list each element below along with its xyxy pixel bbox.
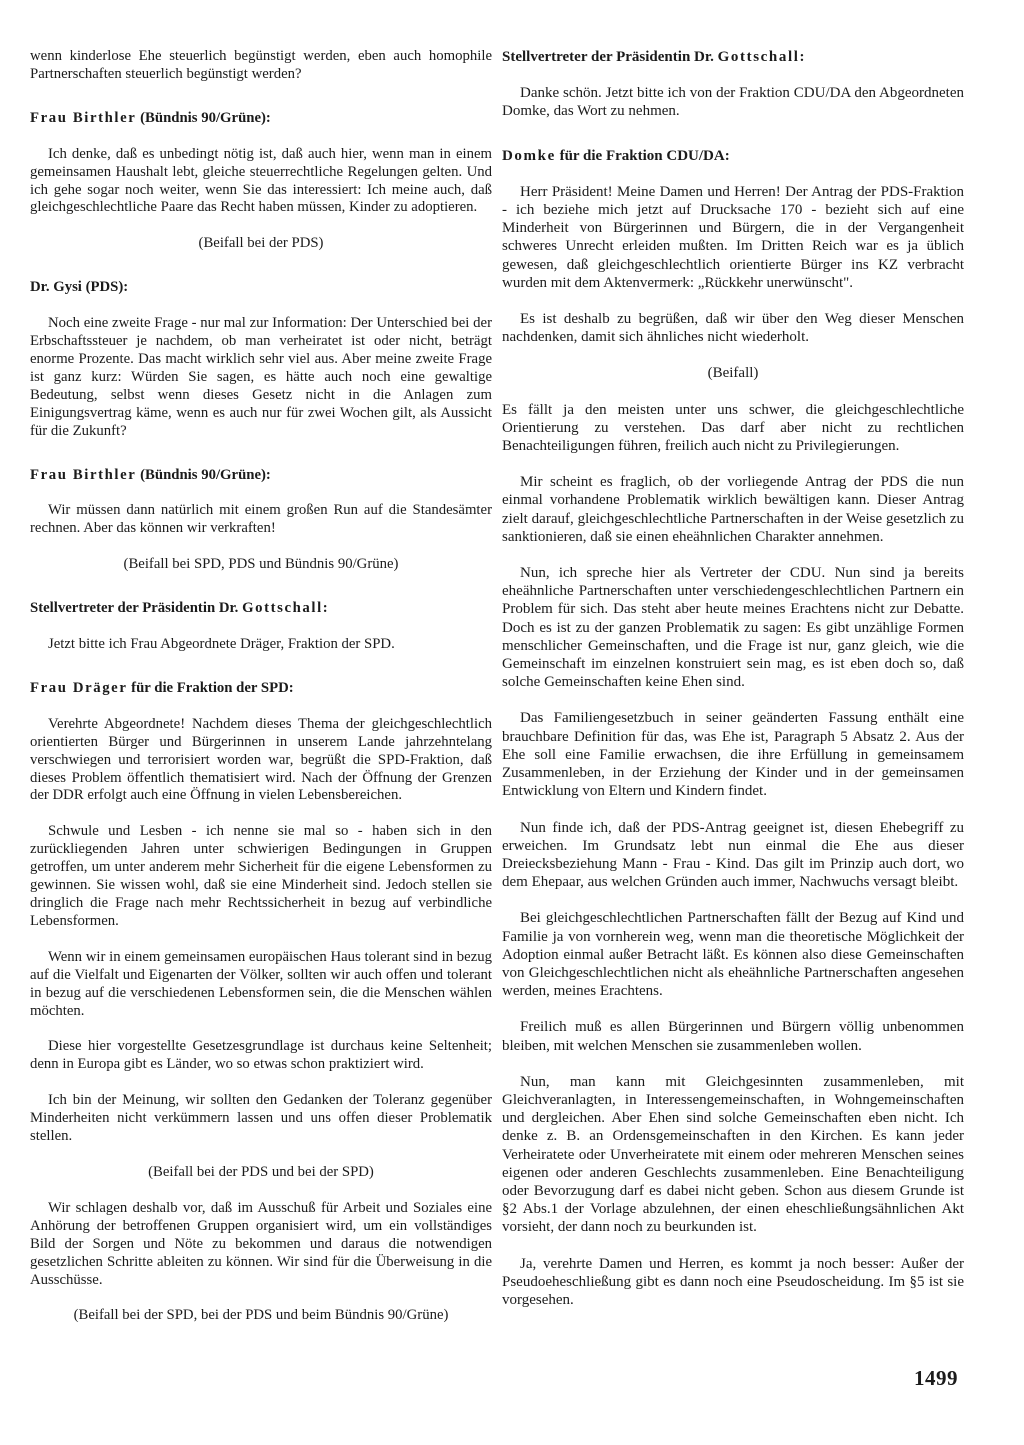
paragraph: Wir müssen dann natürlich mit einem großen Run auf die Standesämter rechnen. Aber das können wir verkraften! bbox=[30, 502, 492, 537]
paragraph: Nun, man kann mit Gleichgesinnten zusammenleben, mit Gleichveranlagten, in Interessengemeinschaften, in Wohngemeinschaften und dergleichen. Aber Ehen sind solche Gemeinschaften eben nicht. Ich denke z. B. an Ordensgemeinschaften in den Kirchen. Es kann jeder Verheiratete oder Unverheiratete mit einem oder mehreren Menschen seines eigenen oder anderen Geschlechts zusammenleben. Eine Benachteiligung oder Bevorzugung darf es dabei nicht geben. Schon aus diesem Grunde ist §2 Abs.1 der Vorlage abzulehnen, der einen eheschließungsähnlichen Akt vorsieht, der dann noch zu beurkunden ist. bbox=[502, 1073, 964, 1236]
speaker-name-prefix: Stellvertreter der Präsidentin Dr. bbox=[502, 49, 714, 65]
speaker-heading-domke bbox=[502, 147, 964, 165]
paragraph: Danke schön. Jetzt bitte ich von der Fraktion CDU/DA den Abgeordneten Domke, das Wort zu nehmen. bbox=[502, 85, 964, 120]
paragraph: Bei gleichgeschlechtlichen Partnerschaften fällt der Bezug auf Kind und Familie ja von vornherein weg, wenn man die theoretische Möglichkeit der Adoption einmal außer Betracht läßt. Es können also diese Gemeinschaften von Gleichgeschlechtlichen nicht als eheähnliche Partnerschaften angesehen werden, meines Erachtens. bbox=[502, 910, 964, 1000]
paragraph: Wir schlagen deshalb vor, daß im Ausschuß für Arbeit und Soziales eine Anhörung der betroffenen Gruppen organisiert wird, um ein vollständiges Bild der Sorgen und Nöte zu bekommen und daraus die notwendigen gesetzlichen Schritte ableiten zu können. Wir sind für die Überweisung in die Ausschüsse. bbox=[30, 1199, 492, 1288]
paragraph: Ich bin der Meinung, wir sollten den Gedanken der Toleranz gegenüber Minderheiten nicht verkümmern lassen und uns offen dieser Problematik stellen. bbox=[30, 1092, 492, 1145]
speaker-party: (Bündnis 90/Grüne): bbox=[140, 466, 271, 483]
speaker-name: Gottschall bbox=[717, 49, 800, 65]
paragraph: Mir scheint es fraglich, ob der vorliegende Antrag der PDS die nun einmal vorhandene Problematik wirklich bewältigen kann. Dieser Antrag zielt darauf, gleichgeschlechtliche Partnerschaften in der Weise gesetzlich zu sanktionieren, daß sie einen eheähnlichen Charakter annehmen. bbox=[502, 474, 964, 545]
paragraph: Jetzt bitte ich Frau Abgeordnete Dräger, Fraktion der SPD. bbox=[48, 636, 395, 653]
paragraph: Verehrte Abgeordnete! Nachdem dieses Thema der gleichgeschlechtlich orientierten Bürger und Bürgerinnen in unserem Lande jahrzehntelang verschwiegen und terrorisiert worden war, begrüßt die SPD-Fraktion, daß dieses Problem öffentlich thematisiert wird. Nach der Öffnung der Grenzen der DDR erfolgt auch eine Öffnung in vielen Lebensbereichen. bbox=[30, 715, 492, 804]
speaker-heading-birthler bbox=[30, 110, 492, 128]
speaker-heading-draeger bbox=[30, 680, 492, 698]
speaker-colon: : bbox=[322, 600, 328, 617]
speaker-name: Frau Birthler bbox=[30, 466, 137, 483]
speaker-name: Domke bbox=[502, 147, 556, 164]
speaker-party: für die Fraktion CDU/DA: bbox=[559, 147, 730, 164]
speaker-name: Gottschall bbox=[242, 600, 323, 617]
paragraph: Nun, ich spreche hier als Vertreter der CDU. Nun sind ja bereits eheähnliche Partnerschaften unter verschiedengeschlechtlichen Partnern ein Problem für sich. Das steht aber heute meines Erachtens nicht zur Debatte. Doch es ist zu der ganzen Problematik zu sagen: Es gibt unzählige Formen menschlicher Gemeinschaften, und die Frage ist nur, ganz gleich, wie die Gemeinschaft im einzelnen konstruiert sein mag, es ist eben doch so, daß solche Gemeinschaften keine Ehen sind. bbox=[502, 565, 964, 691]
speaker-heading-gottschall bbox=[30, 600, 492, 618]
speaker-name-prefix: Stellvertreter der Präsidentin Dr. bbox=[30, 600, 239, 617]
speaker-name: Frau Birthler bbox=[30, 109, 137, 126]
paragraph: Es ist deshalb zu begrüßen, daß wir über den Weg dieser Menschen nachdenken, damit sich ähnliches nicht wiederholt. bbox=[502, 311, 964, 346]
speaker-heading-gottschall bbox=[502, 48, 964, 66]
speaker-party: (Bündnis 90/Grüne): bbox=[140, 109, 271, 126]
paragraph: Schwule und Lesben - ich nenne sie mal so - haben sich in den zurückliegenden Jahren unter schwierigen Bedingungen in Gruppen getroffen, um unter anderem mehr Sicherheit für die eigene Lebensformen zu gewinnen. Sie wissen wohl, daß sie eine Minderheit sind. Jedoch stellen sie dringlich die Frage nach mehr Rechtssicherheit in bezug auf verbindliche Lebensformen. bbox=[30, 823, 492, 929]
speaker-colon: : bbox=[799, 49, 805, 65]
paragraph: Ja, verehrte Damen und Herren, es kommt ja noch besser: Außer der Pseudoeheschließung gibt es dann noch eine Pseudoscheidung. Im §5 ist sie vorgesehen. bbox=[502, 1255, 964, 1308]
paragraph: Ich denke, daß es unbedingt nötig ist, daß auch hier, wenn man in einem gemeinsamen Haushalt lebt, gleiche steuerrechtliche Regelungen gelten. Und ich gehe sogar noch weiter, wenn Sie das interessiert: Ich meine auch, daß gleichgeschlechtliche Paare das Recht haben müssen, Kinder zu adoptieren. bbox=[30, 145, 492, 216]
speaker-heading-gysi bbox=[30, 279, 492, 297]
applause-note: (Beifall) bbox=[707, 365, 759, 382]
applause-note: (Beifall bei der PDS) bbox=[198, 235, 324, 252]
speaker-party: (PDS): bbox=[85, 279, 129, 296]
speaker-name: Frau Dräger bbox=[30, 679, 128, 696]
paragraph: Wenn wir in einem gemeinsamen europäischen Haus tolerant sind in bezug auf die Vielfalt und Eigenarten der Völker, sollten wir auch offen und tolerant in bezug auf die verschiedenen Lebensformen sein, die die Menschen wählen möchten. bbox=[30, 948, 492, 1019]
applause-note: (Beifall bei der SPD, bei der PDS und beim Bündnis 90/Grüne) bbox=[73, 1307, 449, 1324]
left-column bbox=[30, 48, 492, 1343]
speaker-name: Dr. Gysi bbox=[30, 279, 82, 296]
paragraph: Herr Präsident! Meine Damen und Herren! Der Antrag der PDS-Fraktion - ich beziehe mich jetzt auf Drucksache 170 - bezieht sich auf eine Minderheit von Bürgerinnen und Bürgern, die in der Vergangenheit schweres Unrecht erleiden mußten. Im Dritten Reich war es ja üblich gewesen, daß gleichgeschlechtlich orientierte Bürger ins KZ verbracht wurden mit dem Aktenvermerk: „Rückkehr unerwünscht". bbox=[502, 183, 964, 291]
paragraph: Noch eine zweite Frage - nur mal zur Information: Der Unterschied bei der Erbschaftssteuer je nachdem, ob man verheiratet ist oder nicht, beträgt enorme Prozente. Das macht wirklich sehr viel aus. Aber meine zweite Frage ist ganz kurz: Würden Sie sagen, es hätte auch noch eine gewaltige Bedeutung, selbst wenn dieses Gesetz nicht in die Anlagen zum Einigungsvertrag käme, wenn es auch nur für zwei Wochen gilt, als Aussicht für die Zukunft? bbox=[30, 315, 492, 439]
applause-note: (Beifall bei SPD, PDS und Bündnis 90/Grüne) bbox=[123, 556, 399, 573]
speaker-party: für die Fraktion der SPD: bbox=[131, 679, 294, 696]
paragraph: Das Familiengesetzbuch in seiner geänderten Fassung enthält eine brauchbare Definition für das, was Ehe ist, Paragraph 5 Absatz 2. Aus der Ehe soll eine Familie erwachsen, die ihre Erfüllung in gemeinsamem Zusammenleben, in der Erziehung der Kinder und in der gemeinsamen Entwicklung von Eltern und Kindern findet. bbox=[502, 710, 964, 800]
applause-note: (Beifall bei der PDS und bei der SPD) bbox=[148, 1163, 374, 1180]
paragraph: Diese hier vorgestellte Gesetzesgrundlage ist durchaus keine Seltenheit; denn in Europa gibt es Länder, wo so etwas schon praktiziert wird. bbox=[30, 1038, 492, 1073]
paragraph: Es fällt ja den meisten unter uns schwer, die gleichgeschlechtliche Orientierung zu verstehen. Das darf aber nicht zu rechtlichen Benachteiligungen führen, freilich auch nicht zu Privilegierungen. bbox=[502, 401, 964, 455]
right-column bbox=[502, 48, 964, 1327]
intro-paragraph: wenn kinderlose Ehe steuerlich begünstigt werden, eben auch homophile Partnerschaften steuerlich begünstigt werden? bbox=[30, 48, 492, 82]
page-number: 1499 bbox=[914, 1366, 958, 1390]
paragraph: Nun finde ich, daß der PDS-Antrag geeignet ist, diesen Ehebegriff zu erweichen. Im Grundsatz lebt nun einmal die Ehe aus dieser Dreiecksbeziehung Mann - Frau - Kind. Das gilt im Prinzip auch dort, wo dem Ehepaar, aus welchen Gründen auch immer, Nachwuchs versagt bleibt. bbox=[502, 819, 964, 891]
speaker-heading-birthler bbox=[30, 467, 492, 485]
paragraph: Freilich muß es allen Bürgerinnen und Bürgern völlig unbenommen bleiben, mit welchen Menschen sie zusammenleben wollen. bbox=[502, 1019, 964, 1054]
